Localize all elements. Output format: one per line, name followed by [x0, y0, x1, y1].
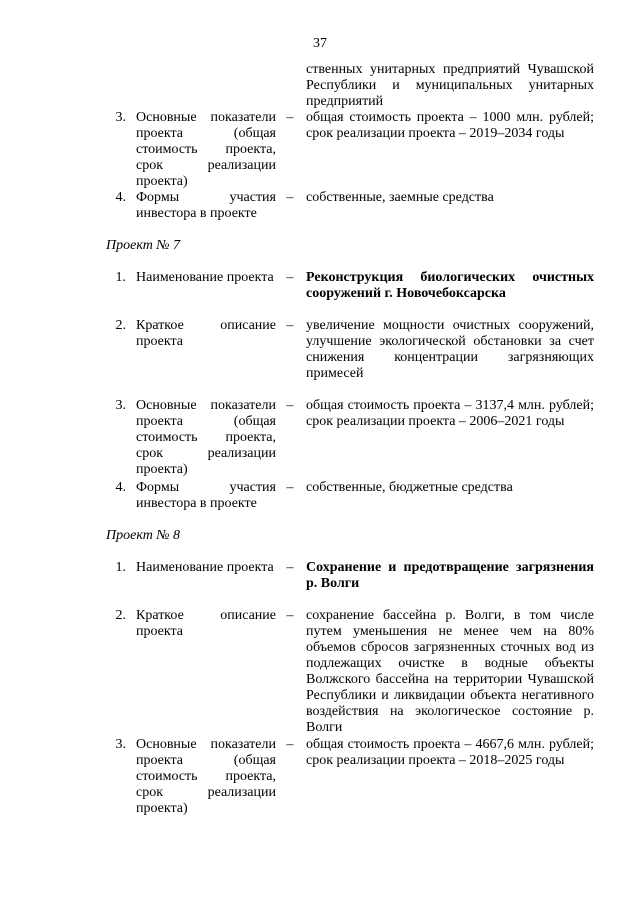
continuation-value: ственных унитарных предприятий Чувашской Республики и муниципальных унитарных предприятий	[306, 62, 594, 109]
row-dash: –	[286, 398, 294, 413]
row-number: 4.	[115, 190, 126, 205]
row-label: Краткое описание проекта	[136, 318, 276, 349]
row-number: 2.	[115, 608, 126, 623]
row-label: Формы участия инвестора в проекте	[136, 480, 276, 511]
row-dash: –	[286, 608, 294, 623]
project-8-title: Проект № 8	[106, 528, 180, 543]
row-value: общая стоимость проекта – 4667,6 млн. рублей; срок реализации проекта – 2018–2025 годы	[306, 737, 594, 768]
row-label: Основные показатели проекта (общая стоимость проекта, срок реализации проекта)	[136, 398, 276, 477]
row-value: собственные, заемные средства	[306, 190, 494, 205]
row-label: Наименование проекта	[136, 270, 274, 285]
row-label: Формы участия инвестора в проекте	[136, 190, 276, 221]
row-value: общая стоимость проекта – 1000 млн. рублей; срок реализации проекта – 2019–2034 годы	[306, 110, 594, 141]
row-value: собственные, бюджетные средства	[306, 480, 513, 495]
project-7-title: Проект № 7	[106, 238, 180, 253]
row-value: увеличение мощности очистных сооружений, улучшение экологической обстановки за счет снижения концентрации загрязняющих примесей	[306, 318, 594, 381]
row-dash: –	[286, 110, 294, 125]
row-value: сохранение бассейна р. Волги, в том числе путем уменьшения не менее чем на 80% объемов сбросов загрязненных сточных вод из подлежащих очистке в водные объекты Волжского бассейна на территории Чувашской Республики и ликвидации объекта негативного воздействия на экологическое состояние р. Волги	[306, 608, 594, 735]
row-label: Основные показатели проекта (общая стоимость проекта, срок реализации проекта)	[136, 110, 276, 189]
row-number: 3.	[115, 737, 126, 752]
row-number: 1.	[115, 270, 126, 285]
row-dash: –	[286, 318, 294, 333]
row-dash: –	[286, 190, 294, 205]
row-value: Реконструкция биологических очистных сооружений г. Новочебоксарска	[306, 270, 594, 301]
page-number: 37	[313, 36, 327, 51]
row-label: Основные показатели проекта (общая стоимость проекта, срок реализации проекта)	[136, 737, 276, 816]
row-value: Сохранение и предотвращение загрязнения р. Волги	[306, 560, 594, 591]
row-number: 3.	[115, 398, 126, 413]
row-value: общая стоимость проекта – 3137,4 млн. рублей; срок реализации проекта – 2006–2021 годы	[306, 398, 594, 429]
row-number: 3.	[115, 110, 126, 125]
row-dash: –	[286, 560, 294, 575]
row-label: Наименование проекта	[136, 560, 274, 575]
row-dash: –	[286, 737, 294, 752]
row-label: Краткое описание проекта	[136, 608, 276, 639]
row-dash: –	[286, 270, 294, 285]
row-number: 4.	[115, 480, 126, 495]
row-number: 2.	[115, 318, 126, 333]
row-dash: –	[286, 480, 294, 495]
row-number: 1.	[115, 560, 126, 575]
